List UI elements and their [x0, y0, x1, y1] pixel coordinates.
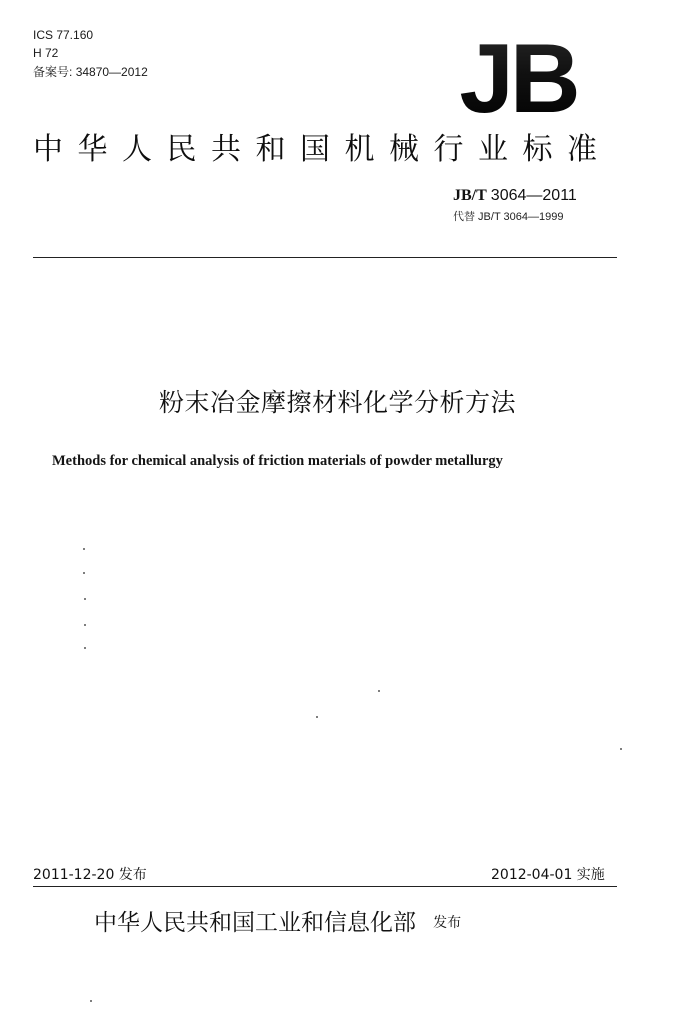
ics-code: ICS 77.160: [33, 28, 94, 42]
org-title: 中华人民共和国机械行业标准: [33, 132, 612, 167]
filing-label: 备案号:: [33, 65, 73, 79]
scan-speck: [378, 690, 380, 692]
issuer-action: 发布: [433, 915, 462, 931]
footer-divider: [33, 886, 617, 887]
scan-speck: [90, 1000, 92, 1002]
chinese-title: 粉末冶金摩擦材料化学分析方法: [158, 388, 516, 417]
standard-number: [453, 186, 577, 206]
scan-speck: [84, 647, 86, 649]
scan-speck: [620, 748, 622, 750]
scan-speck: [84, 624, 86, 626]
h-classification: H 72: [33, 46, 59, 60]
scan-speck: [83, 548, 85, 550]
filing-value: 34870—2012: [75, 65, 148, 79]
scan-speck: [84, 598, 86, 600]
scan-speck: [316, 716, 318, 718]
header-divider: [33, 257, 617, 258]
effective-date: 2012-04-01 实施: [491, 867, 605, 883]
issuer: [94, 908, 461, 938]
replaces-standard: 代替 JB/T 3064—1999: [453, 211, 564, 223]
jb-logo: [452, 36, 584, 118]
english-title: Methods for chemical analysis of friction materials of powder metallurgy: [52, 453, 503, 469]
filing-number: [33, 64, 148, 80]
jb-logo-text: JB: [459, 36, 577, 118]
issuer-org: 中华人民共和国工业和信息化部: [94, 910, 416, 936]
standard-prefix: JB/T: [453, 187, 487, 204]
issue-date: 2011-12-20 发布: [33, 867, 147, 883]
scan-speck: [83, 572, 85, 574]
standard-code: 3064—2011: [490, 187, 577, 204]
